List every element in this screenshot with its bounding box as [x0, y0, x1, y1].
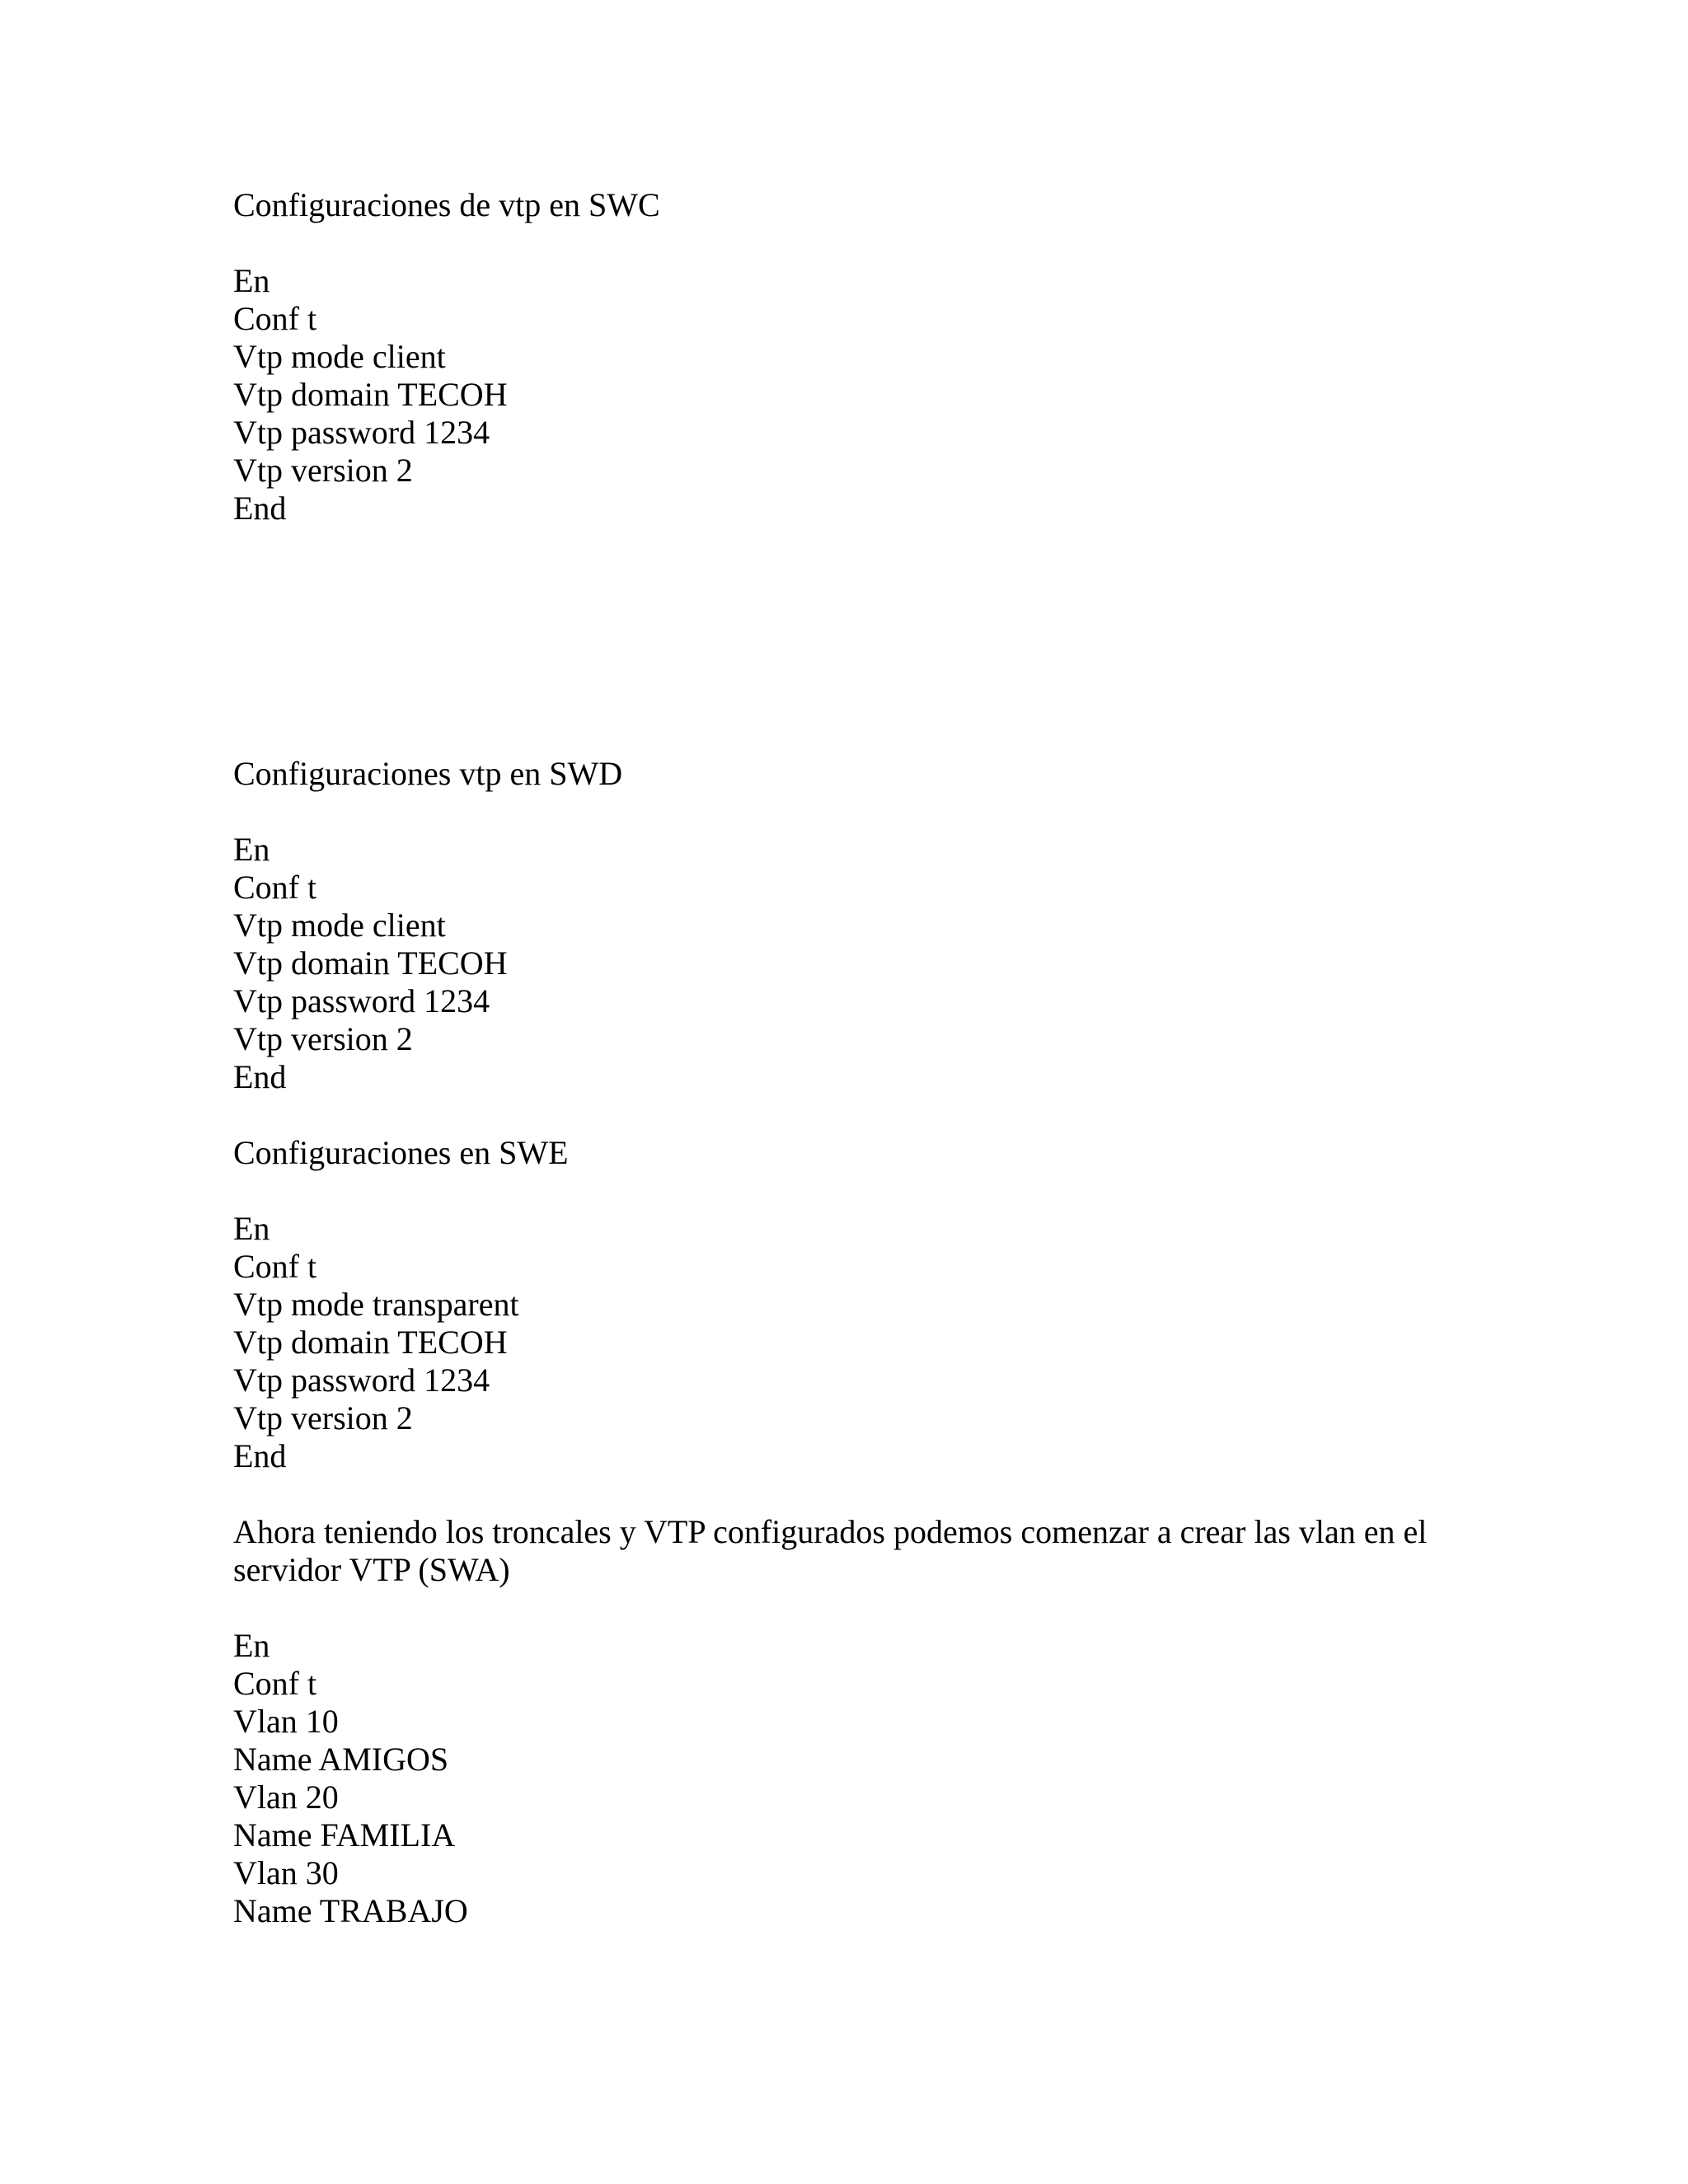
command-line: Vtp domain TECOH	[233, 376, 508, 413]
command-line: Vtp domain TECOH	[233, 1324, 508, 1361]
command-line: Vtp mode transparent	[233, 1286, 519, 1323]
section-swe	[233, 1134, 1470, 1475]
command-line: Name TRABAJO	[233, 1892, 468, 1929]
command-line: En	[233, 1210, 270, 1247]
command-line: End	[233, 1437, 287, 1474]
section-swa-vlans	[233, 1513, 1470, 1930]
command-line: Conf t	[233, 1248, 317, 1285]
command-line: Vlan 30	[233, 1854, 339, 1891]
spacer	[233, 793, 1470, 831]
command-line: Conf t	[233, 1665, 317, 1702]
spacer	[233, 1589, 1470, 1627]
spacer	[233, 1172, 1470, 1210]
command-line: End	[233, 490, 287, 527]
section-heading: Configuraciones en SWE	[233, 1134, 569, 1171]
spacer	[233, 1475, 1470, 1513]
paragraph-line: servidor VTP (SWA)	[233, 1551, 510, 1588]
command-line: En	[233, 262, 270, 299]
command-line: Vtp mode client	[233, 338, 446, 375]
command-line: Vtp password 1234	[233, 1361, 490, 1399]
command-line: Vtp version 2	[233, 1399, 413, 1436]
document-content	[233, 186, 1470, 1930]
command-line: Conf t	[233, 869, 317, 906]
command-line: Vtp password 1234	[233, 414, 490, 451]
command-line: Name FAMILIA	[233, 1816, 456, 1854]
command-line: Vtp password 1234	[233, 982, 490, 1019]
section-heading: Configuraciones vtp en SWD	[233, 755, 623, 792]
command-line: End	[233, 1058, 287, 1095]
command-line: Vtp mode client	[233, 907, 446, 944]
spacer	[233, 527, 1470, 755]
section-swc	[233, 186, 1470, 527]
section-swd	[233, 755, 1470, 1096]
command-line: En	[233, 831, 270, 868]
command-line: Name AMIGOS	[233, 1741, 449, 1778]
spacer	[233, 224, 1470, 262]
command-line: Vlan 20	[233, 1779, 339, 1816]
section-heading: Configuraciones de vtp en SWC	[233, 186, 660, 223]
command-line: Vtp version 2	[233, 452, 413, 489]
command-line: Vtp version 2	[233, 1020, 413, 1057]
command-line: Vlan 10	[233, 1703, 339, 1740]
spacer	[233, 1096, 1470, 1134]
command-line: Conf t	[233, 300, 317, 337]
command-line: Vtp domain TECOH	[233, 944, 508, 982]
command-line: En	[233, 1627, 270, 1664]
paragraph-line: Ahora teniendo los troncales y VTP configurados podemos comenzar a crear las vlan en el	[233, 1513, 1428, 1550]
